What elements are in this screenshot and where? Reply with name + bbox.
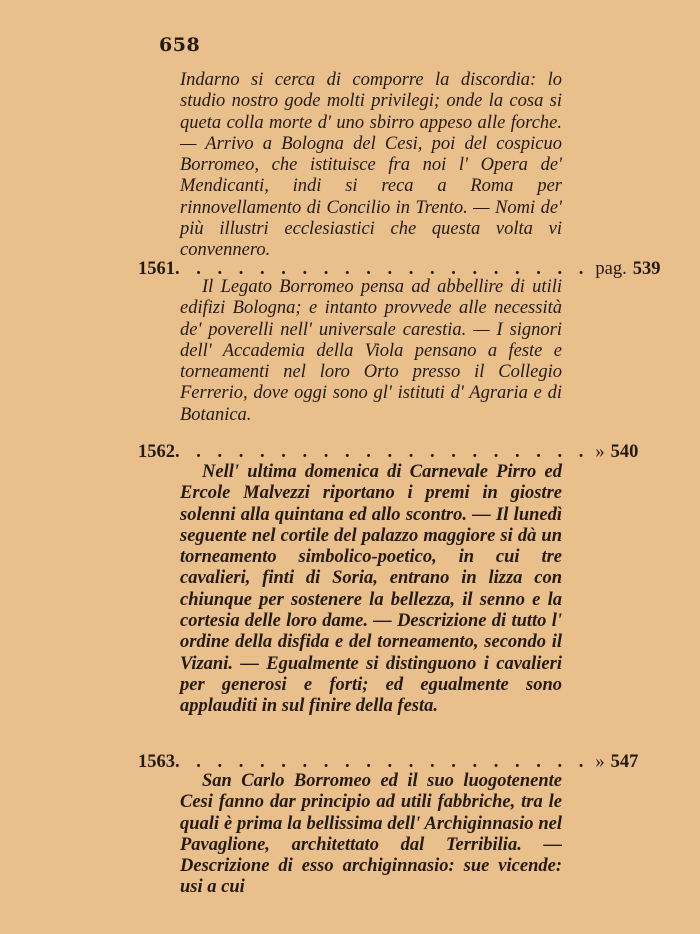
entry-page: 547 <box>610 752 639 772</box>
paragraph-1561: Il Legato Borromeo pensa ad abbellire di utili edifizi Bologna; e intanto provvede alle necessità de' poverelli nell' universale carestia. — I signori dell' Accademia della Viola pensano a feste e torneamenti nel loro Orto presso il Collegio Ferrerio, dove oggi sono gl' istituti d' Agraria e di Botanica. <box>180 277 562 425</box>
paragraph-intro: Indarno si cerca di comporre la discordia: lo studio nostro gode molti privilegi; onde la cosa si queta colla morte d' uno sbirro appeso alle forche. — Arrivo a Bologna del Cesi, poi del cospicuo Borromeo, che istituisce fra noi l' Opera de' Mendicanti, indi si reca a Roma per rinnovellamento di Concilio in Trento. — Nomi de' più illustri ecclesiastici che questa volta vi convennero. <box>180 70 562 261</box>
entry-year: 1562 <box>138 442 175 462</box>
entry-page: 540 <box>610 442 639 462</box>
paragraph-1563: San Carlo Borromeo ed il suo luogotenente Cesi fanno dar principio ad utili fabbriche, tra le quali è prima la bellissima dell' Archiginnasio nel Pavaglione, architettato dal Terribilia. — Descrizione di esso archiginnasio: sue vicende: usi a cui <box>180 771 562 898</box>
entry-ref: » <box>595 752 605 772</box>
entry-page: 539 <box>632 259 661 279</box>
entry-dots: . . . . . . . . . . . . . . . . . . . . <box>175 442 590 462</box>
entry-year: 1563 <box>138 752 175 772</box>
entry-dots: . . . . . . . . . . . . . . . . . . . . <box>175 259 590 279</box>
entry-ref: » <box>595 442 605 462</box>
entry-ref: pag. <box>595 259 627 279</box>
paragraph-1562: Nell' ultima domenica di Carnevale Pirro ed Ercole Malvezzi riportano i premi in giostre solenni alla quintana ed allo scontro. — Il lunedì seguente nel cortile del palazzo maggiore si dà un torneamento simbolico-poetico, in cui tre cavalieri, finti di Soria, entrano in lizza con chiunque per sostenere la bellezza, il senno e la cortesia delle loro dame. — Descrizione di tutto l' ordine della disfida e del torneamento, secondo il Vizani. — Egualmente si distinguono i cavalieri per generosi e forti; ed egualmente sono applauditi in sul finire della festa. <box>180 462 562 717</box>
entry-dots: . . . . . . . . . . . . . . . . . . . . <box>175 752 590 772</box>
entry-year: 1561 <box>138 259 175 279</box>
page-number: 658 <box>159 34 201 56</box>
